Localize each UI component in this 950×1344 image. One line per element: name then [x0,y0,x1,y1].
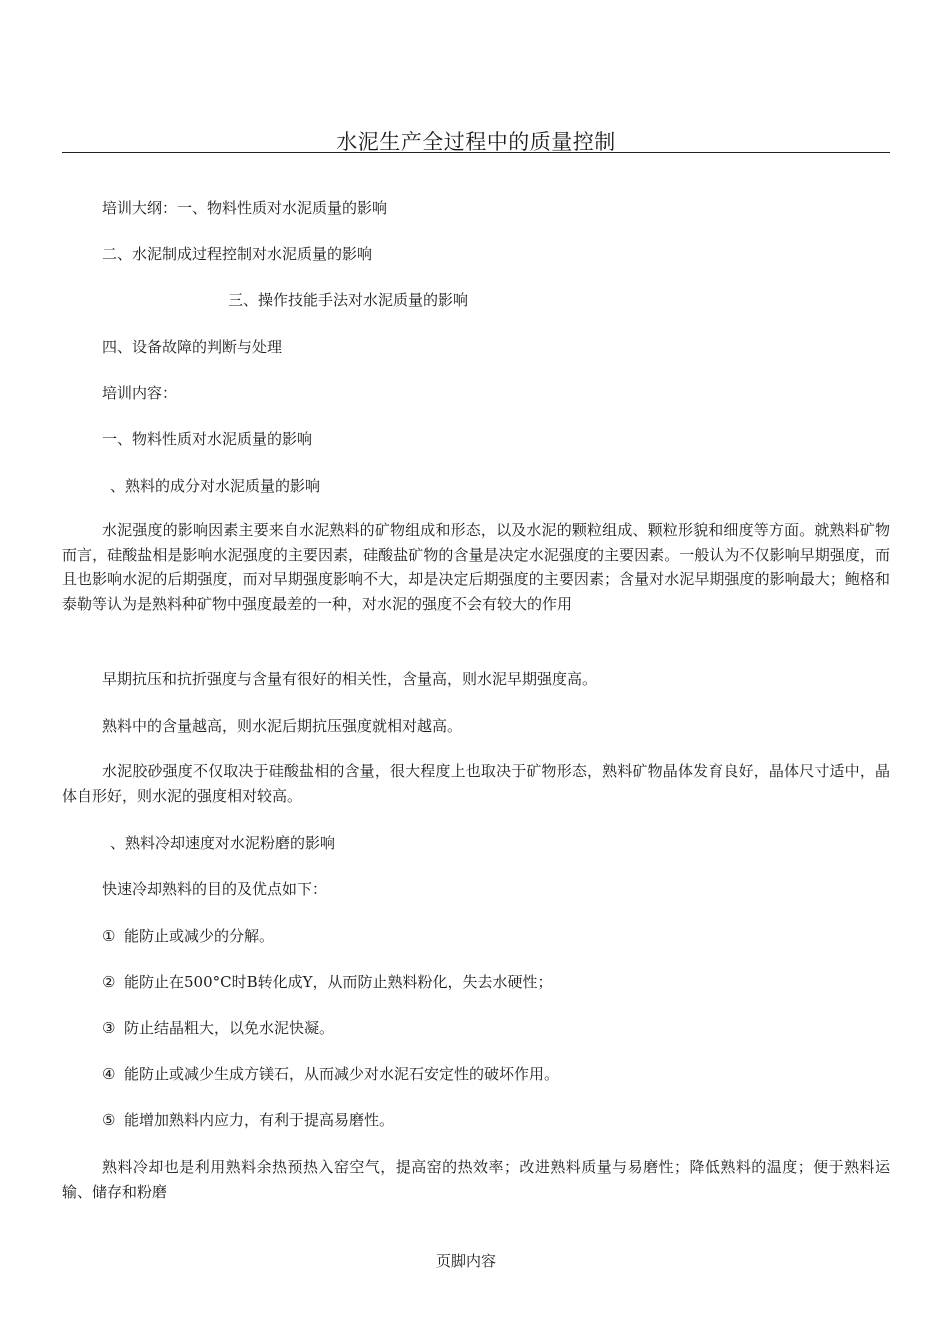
paragraph-early-strength: 早期抗压和抗折强度与含量有很好的相关性，含量高，则水泥早期强度高。 [102,670,598,688]
paragraph-mortar-strength: 水泥胶砂强度不仅取决于硅酸盐相的含量，很大程度上也取决于矿物形态，熟料矿物晶体发育良好，晶体尺寸适中，晶体自形好，则水泥的强度相对较高。 [62,762,890,805]
document-title: 水泥生产全过程中的质量控制 [336,130,616,154]
cooling-intro: 快速冷却熟料的目的及优点如下： [102,880,328,898]
list-marker: ⑤ [102,1111,116,1129]
list-marker: ② [102,973,116,991]
paragraph-strength-factors: 水泥强度的影响因素主要来自水泥熟料的矿物组成和形态，以及水泥的颗粒组成、颗粒形貌和细度等方面。就熟料矿物而言，硅酸盐相是影响水泥强度的主要因素，硅酸盐矿物的含量是决定水泥强度的主要因素。一般认为不仅影响早期强度，而且也影响水泥的后期强度，而对早期强度影响不大，却是决定后期强度的主要因素；含量对水泥早期强度的影响最大；鲍格和泰勒等认为是熟料种矿物中强度最差的一种，对水泥的强度不会有较大的作用 [62,521,890,613]
page-footer: 页脚内容 [436,1252,497,1270]
paragraph-cooling-benefits: 熟料冷却也是利用熟料余热预热入窑空气，提高窑的热效率；改进熟料质量与易磨性；降低熟料的温度；便于熟料运输、储存和粉磨 [62,1158,890,1201]
subsection-1-heading: 、熟料的成分对水泥质量的影响 [110,477,321,495]
list-item-text: 防止结晶粗大，以免水泥快凝。 [124,1019,335,1037]
paragraph-late-strength: 熟料中的含量越高，则水泥后期抗压强度就相对越高。 [102,717,463,735]
outline-item-3: 三、操作技能手法对水泥质量的影响 [228,291,469,309]
list-item [102,1064,559,1084]
list-item [102,972,553,992]
list-item-text: 能防止或减少的分解。 [124,927,275,945]
list-marker: ① [102,927,116,945]
list-item-text: 能增加熟料内应力，有利于提高易磨性。 [124,1111,395,1129]
list-item [102,926,274,946]
list-marker: ③ [102,1019,116,1037]
list-item-text: 能防止或减少生成方镁石，从而减少对水泥石安定性的破坏作用。 [124,1065,560,1083]
content-heading: 培训内容： [102,384,178,402]
outline-item-2: 二、水泥制成过程控制对水泥质量的影响 [102,245,373,263]
list-marker: ④ [102,1065,116,1083]
section-1-heading: 一、物料性质对水泥质量的影响 [102,430,313,448]
list-item-text: 能防止在500°C时B转化成Y，从而防止熟料粉化，失去水硬性； [124,973,553,991]
outline-item-4: 四、设备故障的判断与处理 [102,338,283,356]
list-item [102,1018,334,1038]
list-item [102,1110,394,1130]
title-underline [62,152,890,153]
subsection-2-heading: 、熟料冷却速度对水泥粉磨的影响 [110,834,336,852]
outline-item-1: 培训大纲：一、物料性质对水泥质量的影响 [102,199,388,217]
